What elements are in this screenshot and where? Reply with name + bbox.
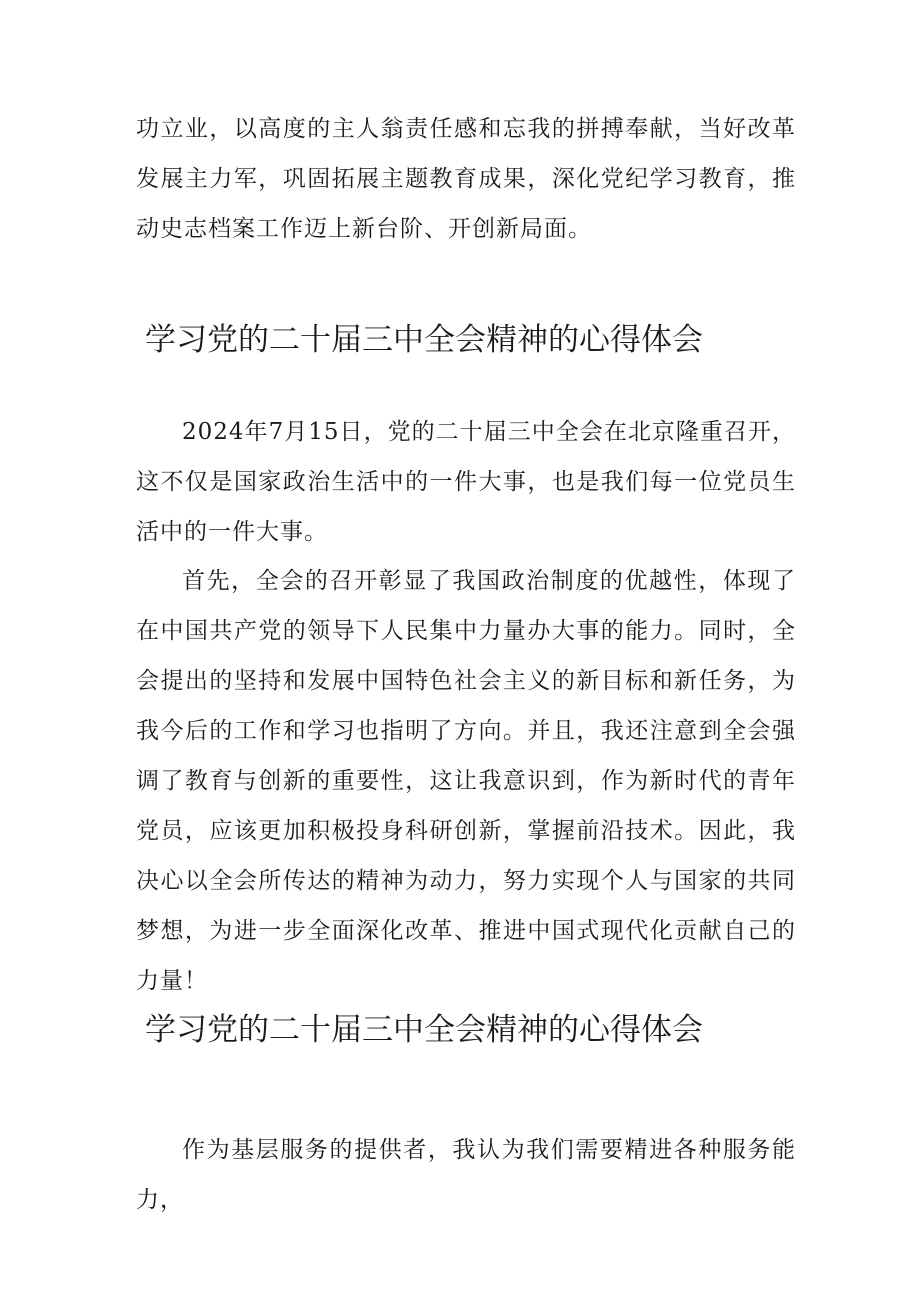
section-2-title: 学习党的二十届三中全会精神的心得体会 xyxy=(145,1012,703,1048)
section-1-paragraph-2: 首先，全会的召开彰显了我国政治制度的优越性，体现了在中国共产党的领导下人民集中力量办大事的能力。同时，全会提出的坚持和发展中国特色社会主义的新目标和新任务，为我今后的工作和学习也指明了方向。并且，我还注意到全会强调了教育与创新的重要性，这让我意识到，作为新时代的青年党员，应该更加积极投身科研创新，掌握前沿技术。因此，我决心以全会所传达的精神为动力，努力实现个人与国家的共同梦想，为进一步全面深化改革、推进中国式现代化贡献自己的力量！ xyxy=(136,568,796,994)
section-2-paragraph-1: 作为基层服务的提供者，我认为我们需要精进各种服务能力， xyxy=(136,1137,796,1213)
section-1-paragraph-1: 2024年7月15日，党的二十届三中全会在北京隆重召开，这不仅是国家政治生活中的一件大事，也是我们每一位党员生活中的一件大事。 xyxy=(136,419,796,545)
intro-paragraph: 功立业，以高度的主人翁责任感和忘我的拼搏奉献，当好改革发展主力军，巩固拓展主题教育成果，深化党纪学习教育，推动史志档案工作迈上新台阶、开创新局面。 xyxy=(136,116,796,242)
section-1-title: 学习党的二十届三中全会精神的心得体会 xyxy=(145,322,703,358)
